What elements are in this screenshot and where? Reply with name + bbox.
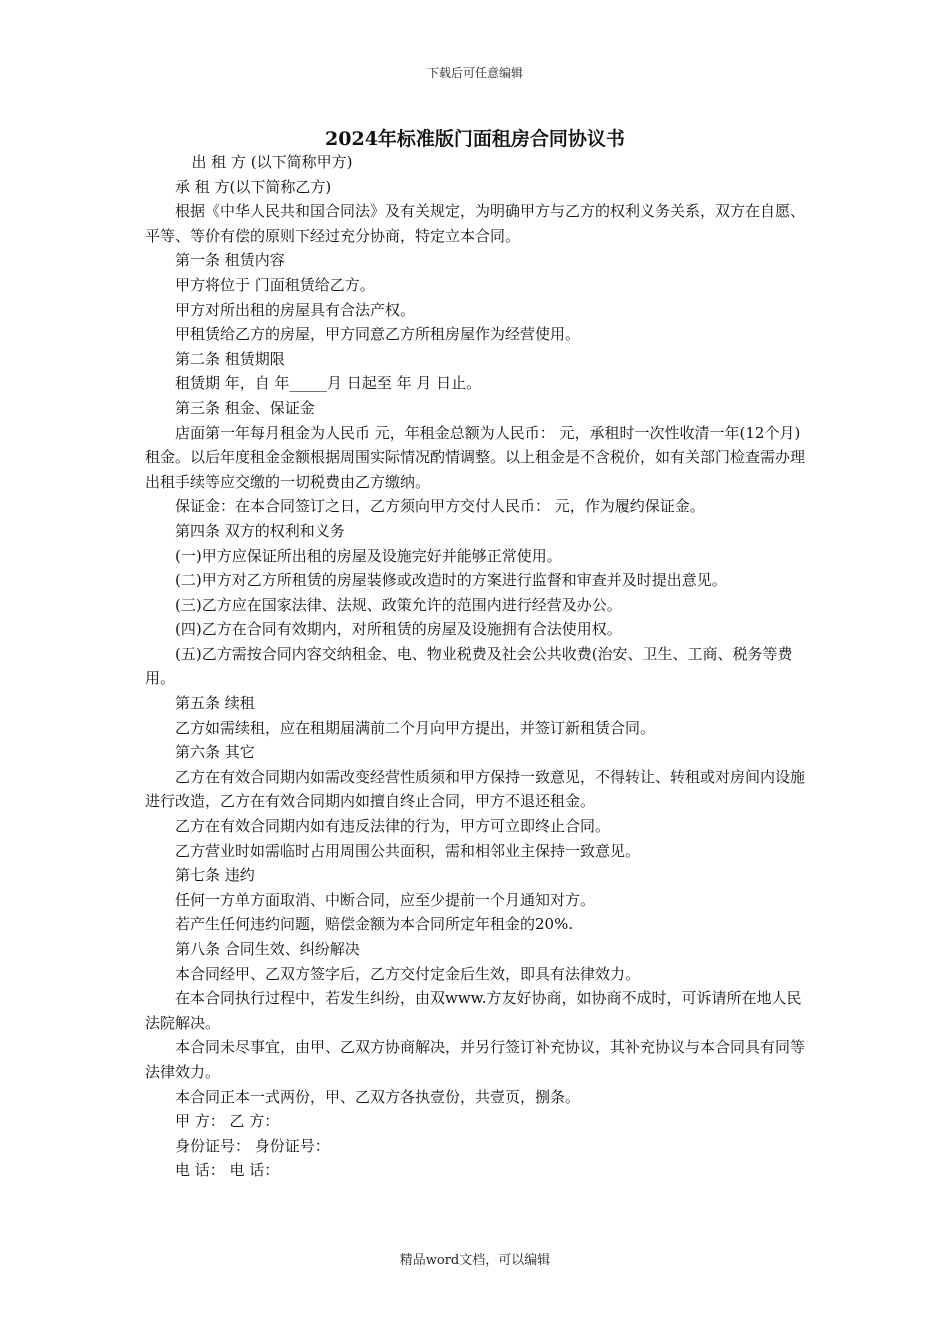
paragraph-preamble: 根据《中华人民共和国合同法》及有关规定，为明确甲方与乙方的权利义务关系，双方在自愿、平等、等价有偿的原则下经过充分协商，特定立本合同。	[145, 202, 806, 245]
article-4-heading: 第四条 双方的权利和义务	[175, 521, 345, 540]
article-5-heading: 第五条 续租	[175, 694, 255, 713]
page-footer: 精品word文档，可以编辑	[399, 1253, 551, 1268]
article-7-heading: 第七条 违约	[175, 866, 255, 885]
paragraph-lease-term: 租赁期 年，自 年_____月 日起至 年 月 日止。	[175, 374, 482, 393]
paragraph: 任何一方单方面取消、中断合同，应至少提前一个月通知对方。	[175, 890, 596, 909]
paragraph-item-3: (三)乙方应在国家法律、法规、政策允许的范围内进行经营及办公。	[175, 595, 622, 614]
paragraph: 本合同未尽事宜，由甲、乙双方协商解决，并另行签订补充协议，其补充协议与本合同具有同等法律效力。	[145, 1038, 806, 1081]
paragraph: 甲方将位于 门面租赁给乙方。	[175, 275, 375, 294]
paragraph-rent: 店面第一年每月租金为人民币 元，年租金总额为人民币： 元，承租时一次性收清一年(12个月)租金。以后年度租金金额根据周围实际情况酌情调整。以上租金是不含税价，如有关部门检查需办理出租手续等应交缴的一切税费由乙方缴纳。	[145, 423, 806, 491]
document-title: 2024年标准版门面租房合同协议书	[325, 128, 625, 150]
paragraph: 在本合同执行过程中，若发生纠纷，由双www.方友好协商，如协商不成时，可诉请所在地人民法院解决。	[145, 989, 802, 1032]
article-3-heading: 第三条 租金、保证金	[175, 398, 315, 417]
paragraph-lessee: 承 租 方(以下简称乙方)	[175, 177, 332, 196]
signature-id-line: 身份证号： 身份证号：	[175, 1136, 330, 1155]
paragraph: 若产生任何违约问题，赔偿金额为本合同所定年租金的20%.	[175, 915, 574, 934]
paragraph: 乙方在有效合同期内如需改变经营性质须和甲方保持一致意见，不得转让、转租或对房间内设施进行改造，乙方在有效合同期内如擅自终止合同，甲方不退还租金。	[145, 767, 806, 811]
paragraph: 甲方对所出租的房屋具有合法产权。	[175, 300, 416, 319]
paragraph: 乙方在有效合同期内如有违反法律的行为，甲方可立即终止合同。	[175, 817, 611, 836]
paragraph-deposit: 保证金：在本合同签订之日，乙方须向甲方交付人民币： 元，作为履约保证金。	[175, 497, 705, 516]
paragraph: 乙方营业时如需临时占用周围公共面积，需和相邻业主保持一致意见。	[175, 841, 641, 860]
article-2-heading: 第二条 租赁期限	[175, 349, 285, 368]
page-header: 下载后可任意编辑	[426, 66, 523, 80]
signature-phone-line: 电 话： 电 话：	[175, 1161, 280, 1180]
paragraph: 乙方如需续租，应在租期届满前二个月向甲方提出，并签订新租赁合同。	[175, 718, 656, 737]
article-6-heading: 第六条 其它	[175, 743, 255, 762]
paragraph-lessor: 出 租 方 (以下简称甲方)	[191, 153, 353, 171]
paragraph-item-1: (一)甲方应保证所出租的房屋及设施完好并能够正常使用。	[175, 546, 562, 565]
article-8-heading: 第八条 合同生效、纠纷解决	[175, 940, 360, 958]
paragraph: 本合同经甲、乙双方签字后，乙方交付定金后生效，即具有法律效力。	[175, 964, 641, 983]
paragraph-item-2: (二)甲方对乙方所租赁的房屋装修或改造时的方案进行监督和审查并及时提出意见。	[175, 571, 727, 590]
paragraph-item-5: (五)乙方需按合同内容交纳租金、电、物业税费及社会公共收费(治安、卫生、工商、税务等费用。	[145, 644, 793, 688]
document-body	[145, 150, 805, 1183]
signature-party-line: 甲 方： 乙 方：	[175, 1112, 280, 1131]
paragraph: 本合同正本一式两份，甲、乙双方各执壹份，共壹页，捌条。	[175, 1087, 581, 1106]
paragraph: 甲租赁给乙方的房屋，甲方同意乙方所租房屋作为经营使用。	[175, 325, 581, 344]
article-1-heading: 第一条 租赁内容	[175, 251, 285, 270]
paragraph-item-4: (四)乙方在合同有效期内，对所租赁的房屋及设施拥有合法使用权。	[175, 620, 622, 639]
